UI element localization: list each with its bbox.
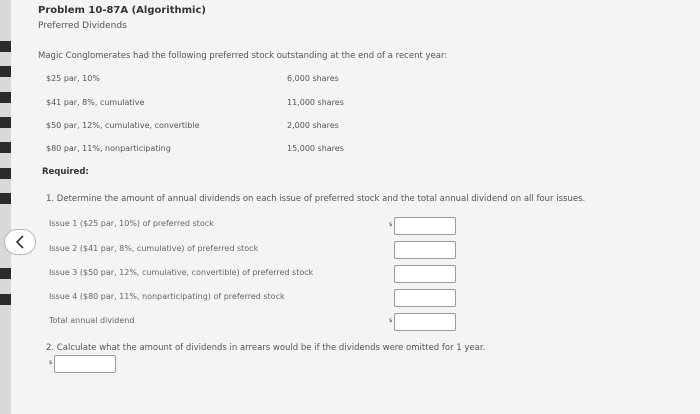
sidebar-marker (0, 294, 11, 305)
problem-content (38, 0, 700, 414)
dollar-prefix: $ (389, 222, 393, 228)
dollar-prefix: $ (49, 360, 53, 366)
issue-2-dividend-input[interactable] (394, 241, 456, 259)
sidebar-marker (0, 66, 11, 77)
total-dividend-input[interactable] (394, 313, 456, 331)
sidebar-marker (0, 41, 11, 52)
required-heading: Required: (42, 167, 89, 177)
problem-subtitle: Preferred Dividends (38, 21, 127, 31)
stock-label: $80 par, 11%, nonparticipating (46, 144, 171, 153)
problem-title: Problem 10-87A (Algorithmic) (38, 5, 206, 16)
question-2: 2. Calculate what the amount of dividends in arrears would be if the dividends were omitted for 1 year. (46, 343, 486, 353)
dividends-in-arrears-input[interactable] (54, 355, 116, 373)
stock-shares: 15,000 shares (287, 144, 344, 153)
stock-shares: 6,000 shares (287, 74, 339, 83)
stock-label: $50 par, 12%, cumulative, convertible (46, 121, 200, 130)
stock-shares: 2,000 shares (287, 121, 339, 130)
issue-1-dividend-input[interactable] (394, 217, 456, 235)
issue-label: Issue 1 ($25 par, 10%) of preferred stock (49, 219, 214, 228)
question-1: 1. Determine the amount of annual dividends on each issue of preferred stock and the total annual dividend on all four issues. (46, 194, 586, 204)
intro-text: Magic Conglomerates had the following preferred stock outstanding at the end of a recent year: (38, 51, 448, 61)
sidebar-marker (0, 117, 11, 128)
issue-4-dividend-input[interactable] (394, 289, 456, 307)
dollar-prefix: $ (389, 318, 393, 324)
previous-button[interactable] (4, 229, 36, 255)
sidebar-marker (0, 168, 11, 179)
sidebar-marker (0, 92, 11, 103)
left-sidebar-strip (0, 0, 11, 414)
issue-label: Issue 4 ($80 par, 11%, nonparticipating) of preferred stock (49, 292, 285, 301)
sidebar-marker (0, 193, 11, 204)
chevron-left-icon (14, 235, 26, 249)
stock-label: $41 par, 8%, cumulative (46, 98, 145, 107)
issue-label: Total annual dividend (49, 316, 135, 325)
stock-label: $25 par, 10% (46, 74, 100, 83)
issue-3-dividend-input[interactable] (394, 265, 456, 283)
issue-label: Issue 3 ($50 par, 12%, cumulative, convertible) of preferred stock (49, 268, 314, 277)
issue-label: Issue 2 ($41 par, 8%, cumulative) of preferred stock (49, 244, 259, 253)
sidebar-marker (0, 268, 11, 279)
sidebar-marker (0, 142, 11, 153)
stock-shares: 11,000 shares (287, 98, 344, 107)
